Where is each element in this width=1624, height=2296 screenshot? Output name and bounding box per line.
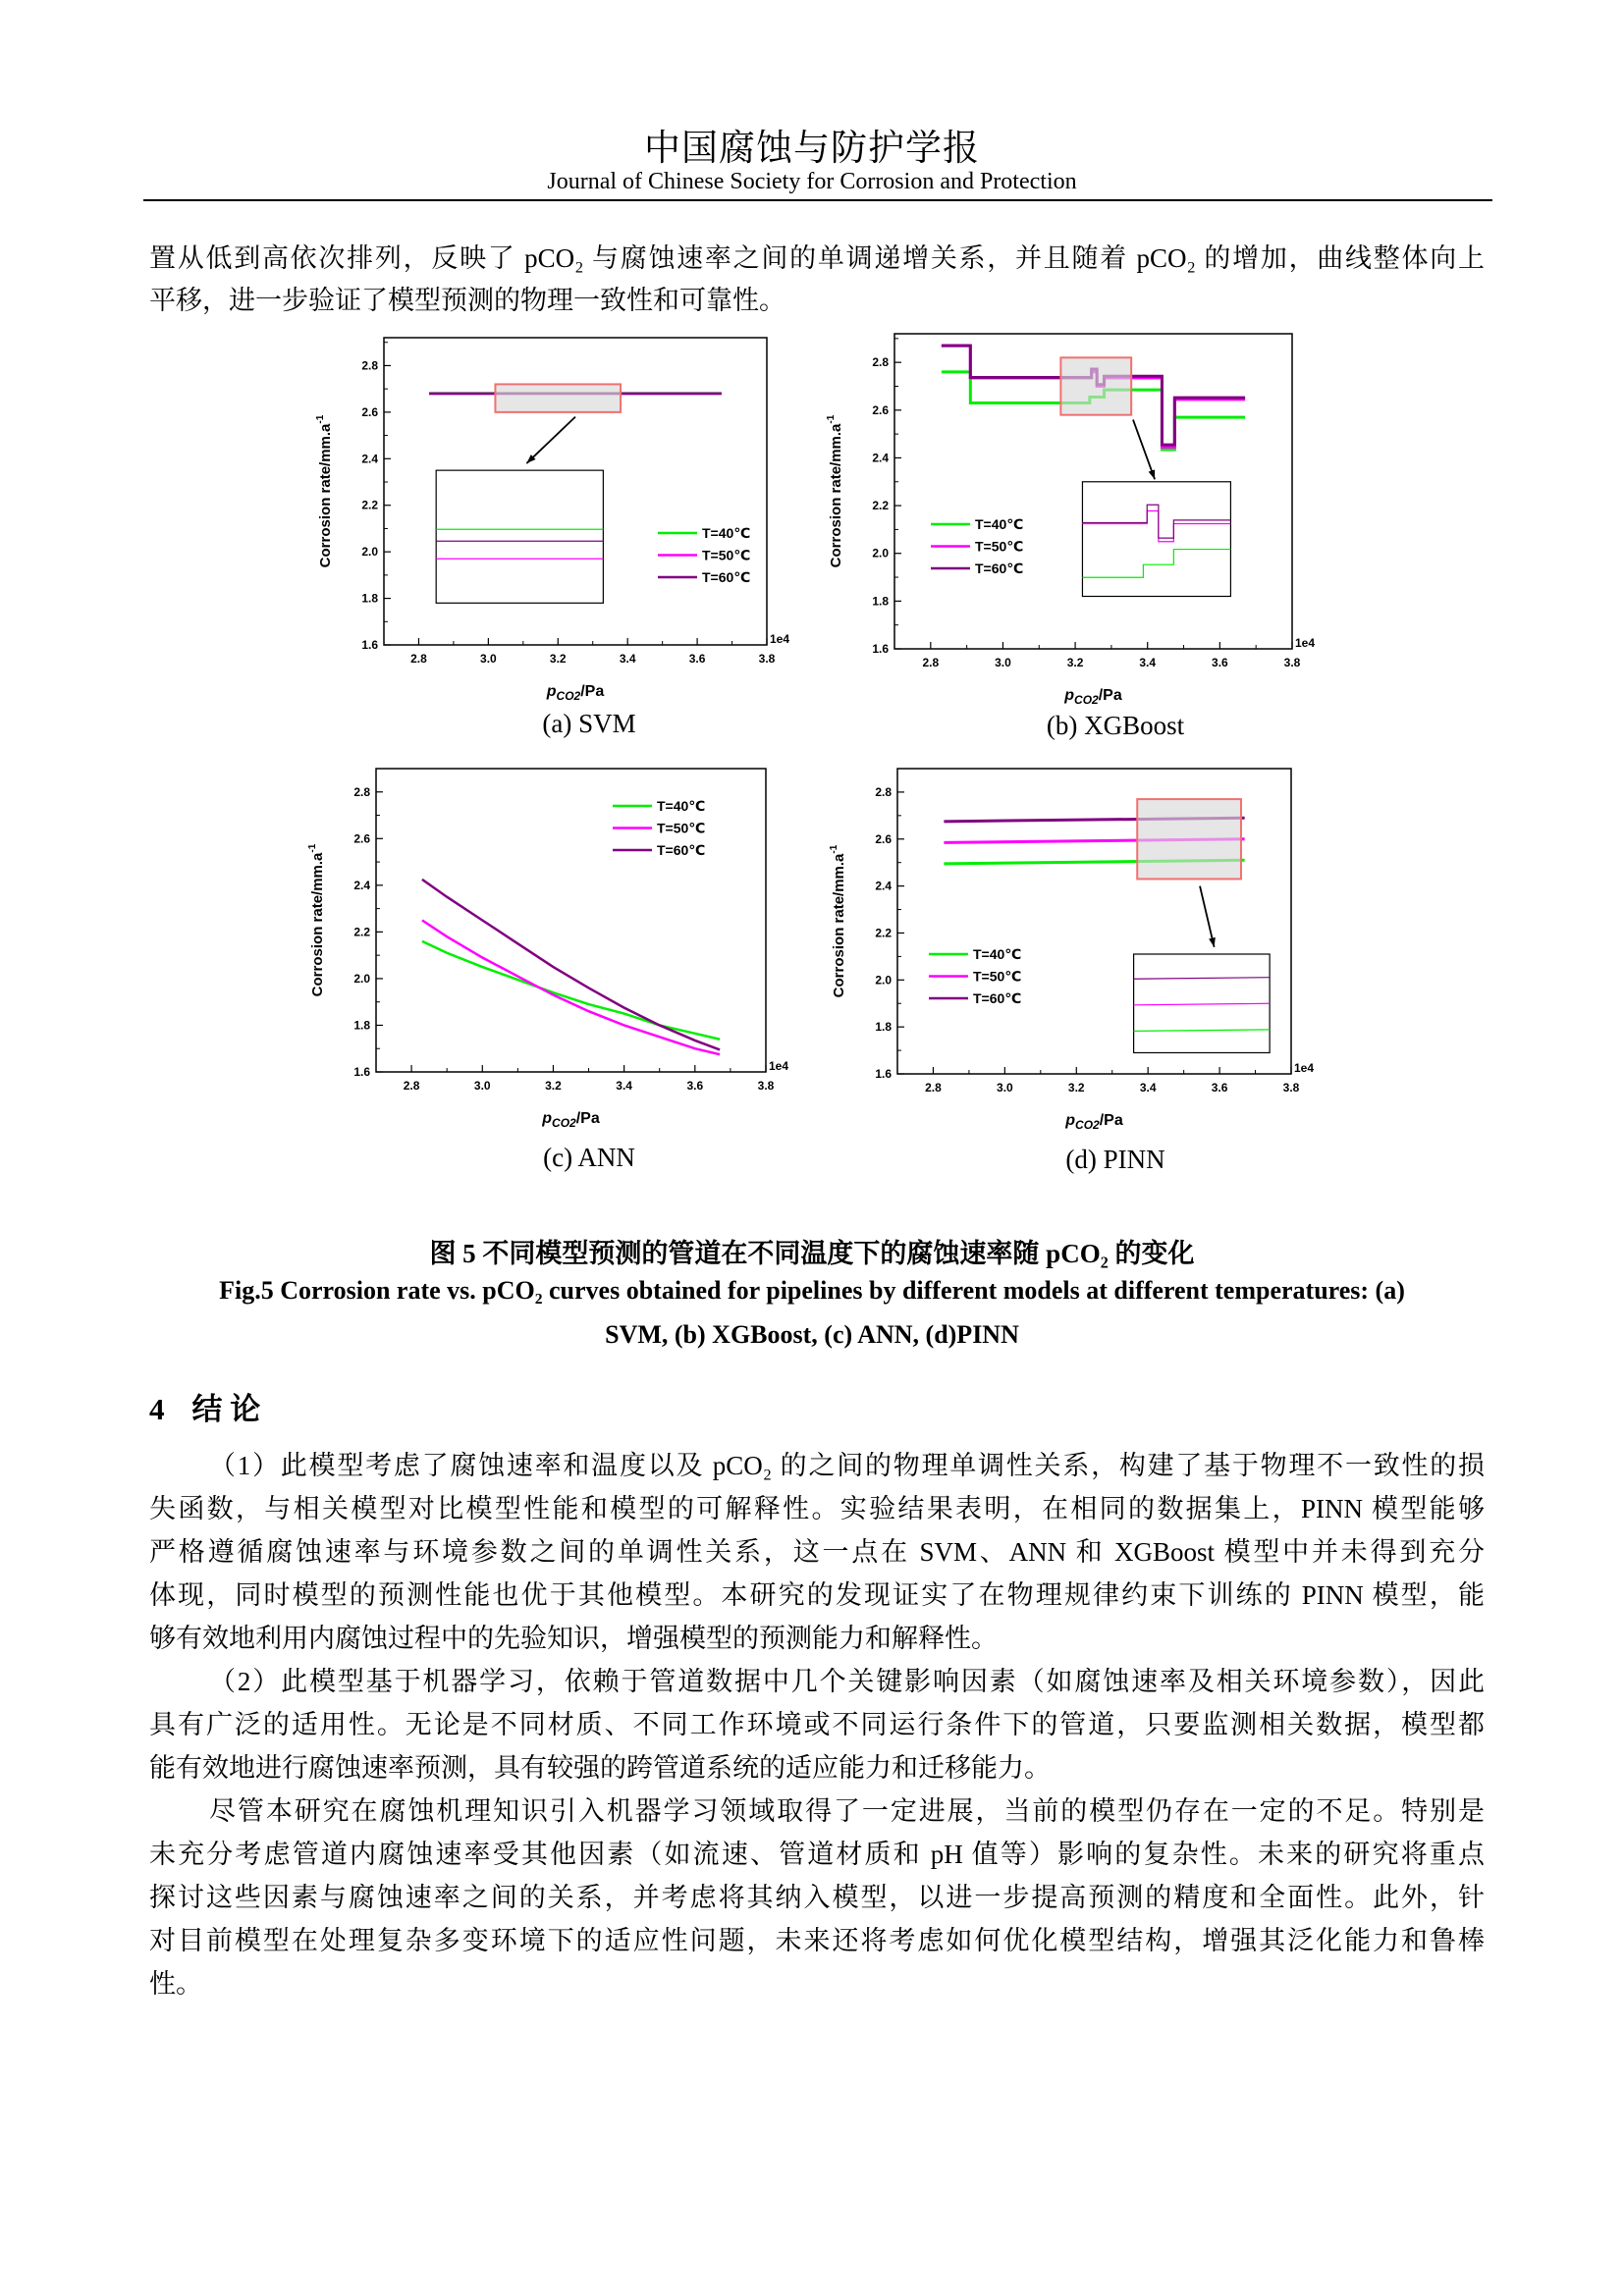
- x-tick-label: 3.8: [757, 1079, 775, 1093]
- legend-label: T=40℃: [702, 525, 751, 541]
- y-tick-label: 2.2: [875, 926, 892, 940]
- y-axis-label-superscript: -1: [829, 844, 839, 854]
- y-tick-label: 1.6: [875, 1067, 892, 1081]
- x-tick-label: 3.6: [686, 1079, 704, 1093]
- x-axis-label-symbol: p: [542, 1110, 553, 1127]
- series-line-50C: [422, 921, 720, 1055]
- x-axis-label: [1063, 687, 1122, 707]
- body-line: 严格遵循腐蚀速率与环境参数之间的单调性关系，这一点在 SVM、ANN 和 XGBoost 模型中并未得到充分: [149, 1537, 1485, 1567]
- zoom-inset: [1082, 482, 1230, 597]
- y-axis-label: [315, 414, 334, 567]
- y-tick-label: 1.8: [361, 591, 378, 606]
- legend-label: T=60℃: [975, 561, 1024, 576]
- x-tick-label: 3.0: [473, 1079, 491, 1093]
- x-axis-label-subscript: CO2: [1074, 693, 1099, 707]
- x-tick-label: 2.8: [922, 656, 940, 669]
- y-tick-label: 2.8: [353, 784, 370, 799]
- x-tick-label: 3.4: [616, 1079, 632, 1093]
- body-line: 对目前模型在处理复杂多变环境下的适应性问题，未来还将考虑如何优化模型结构，增强其泛化能力和鲁棒: [149, 1926, 1485, 1955]
- y-tick-label: 2.0: [875, 973, 892, 988]
- x-tick-label: 3.2: [1067, 1081, 1085, 1095]
- x-tick-label: 3.2: [1066, 656, 1084, 669]
- y-tick-label: 1.6: [361, 638, 378, 652]
- legend-label: T=50℃: [973, 968, 1022, 985]
- y-axis-label-text: Corrosion rate/mm.a: [309, 852, 326, 997]
- chart-d: [804, 749, 1355, 1162]
- x-axis-label: [541, 1110, 600, 1130]
- body-line: 体现，同时模型的预测性能也优于其他模型。本研究的发现证实了在物理规律约束下训练的 PINN 模型，能: [149, 1580, 1485, 1610]
- section-number: 4: [149, 1392, 165, 1426]
- legend-label: T=40℃: [657, 798, 706, 814]
- y-axis-label: [826, 414, 844, 567]
- y-tick-label: 2.2: [361, 498, 378, 512]
- x-tick-label: 3.0: [997, 1081, 1013, 1095]
- y-tick-label: 1.6: [353, 1065, 370, 1079]
- x-axis-label-subscript: CO2: [552, 1116, 576, 1130]
- header-divider: [143, 199, 1492, 201]
- x-axis-label: [1064, 1112, 1123, 1132]
- x-axis-label-unit: /Pa: [580, 683, 605, 700]
- x-exponent-label: 1e4: [1294, 1061, 1315, 1075]
- x-tick-label: 3.8: [1283, 656, 1301, 669]
- subfigure-caption-d: (d) PINN: [1065, 1145, 1165, 1174]
- y-tick-label: 2.8: [875, 784, 892, 799]
- y-tick-label: 2.2: [872, 499, 889, 513]
- y-tick-label: 1.8: [872, 594, 889, 609]
- body-line: 未充分考虑管道内腐蚀速率受其他因素（如流速、管道材质和 pH 值等）影响的复杂性。未来的研究将重点: [149, 1840, 1485, 1869]
- x-tick-label: 3.8: [758, 652, 776, 666]
- figure-caption-en: Fig.5 Corrosion rate vs. pCO₂ curves obtained for pipelines by different models at different temperatures: (a): [219, 1276, 1405, 1305]
- x-exponent-label: 1e4: [1295, 636, 1316, 650]
- chart-b: [801, 314, 1356, 737]
- x-axis-label-subscript: CO2: [1075, 1118, 1100, 1132]
- y-tick-label: 2.6: [353, 831, 370, 846]
- intro-line: 置从低到高依次排列，反映了 pCO₂ 与腐蚀速率之间的单调递增关系，并且随着 pCO₂ 的增加，曲线整体向上: [149, 243, 1485, 273]
- y-tick-label: 2.0: [872, 546, 889, 561]
- y-tick-label: 2.6: [361, 404, 378, 419]
- x-tick-label: 3.0: [995, 656, 1011, 669]
- legend-label: T=50℃: [657, 820, 706, 836]
- figure-caption-cn: 图 5 不同模型预测的管道在不同温度下的腐蚀速率随 pCO₂ 的变化: [429, 1239, 1195, 1268]
- x-tick-label: 3.4: [1139, 656, 1157, 669]
- y-tick-label: 2.6: [875, 831, 892, 846]
- x-exponent-label: 1e4: [770, 632, 790, 646]
- x-tick-label: 2.8: [403, 1079, 420, 1093]
- zoom-arrow: [526, 417, 575, 463]
- body-line: 探讨这些因素与腐蚀速率之间的关系，并考虑将其纳入模型，以进一步提高预测的精度和全面性。此外，针: [149, 1883, 1485, 1912]
- y-axis-label-superscript: -1: [307, 843, 318, 853]
- body-line: （1）此模型考虑了腐蚀速率和温度以及 pCO₂ 的之间的物理单调性关系，构建了基于物理不一致性的损: [209, 1451, 1485, 1480]
- body-line: 尽管本研究在腐蚀机理知识引入机器学习领域取得了一定进展，当前的模型仍存在一定的不足。特别是: [209, 1796, 1485, 1826]
- series-line-40C: [422, 941, 720, 1040]
- y-tick-label: 2.4: [872, 451, 889, 465]
- x-tick-label: 3.4: [1139, 1081, 1157, 1095]
- y-tick-label: 1.8: [353, 1018, 370, 1033]
- x-axis-label-symbol: p: [1065, 1112, 1076, 1129]
- journal-subtitle: Journal of Chinese Society for Corrosion and Protection: [547, 169, 1077, 194]
- y-tick-label: 2.8: [872, 355, 889, 370]
- plot-frame: [376, 769, 766, 1072]
- y-tick-label: 1.6: [872, 642, 889, 656]
- zoom-arrow: [1133, 420, 1155, 480]
- y-axis-label-superscript: -1: [826, 414, 837, 424]
- x-tick-label: 3.0: [480, 652, 497, 666]
- body-line: （2）此模型基于机器学习，依赖于管道数据中几个关键影响因素（如腐蚀速率及相关环境参数），因此: [209, 1667, 1485, 1696]
- legend-label: T=60℃: [657, 842, 706, 858]
- journal-title: 中国腐蚀与防护学报: [644, 129, 980, 169]
- legend-label: T=50℃: [975, 538, 1024, 555]
- figure-caption-en: SVM, (b) XGBoost, (c) ANN, (d)PINN: [605, 1320, 1019, 1349]
- y-axis-label: [307, 843, 326, 996]
- y-axis-label: [829, 844, 847, 997]
- series-line-60C: [422, 880, 720, 1050]
- x-tick-label: 3.6: [688, 652, 706, 666]
- y-tick-label: 2.4: [361, 452, 378, 466]
- body-line: 性。: [149, 1969, 202, 1999]
- y-tick-label: 2.0: [353, 971, 370, 986]
- zoom-inset: [436, 470, 603, 603]
- zoom-highlight-box: [495, 384, 621, 411]
- x-axis-label-symbol: p: [1064, 687, 1075, 704]
- zoom-highlight-box: [1137, 799, 1241, 879]
- y-tick-label: 2.0: [361, 545, 378, 560]
- legend-label: T=40℃: [973, 946, 1022, 962]
- body-line: 具有广泛的适用性。无论是不同材质、不同工作环境或不同运行条件下的管道，只要监测相关数据，模型都: [149, 1710, 1485, 1739]
- section-title: 结 论: [191, 1392, 261, 1426]
- y-axis-label-text: Corrosion rate/mm.a: [828, 423, 844, 568]
- x-tick-label: 3.2: [549, 652, 567, 666]
- x-axis-label-unit: /Pa: [1098, 687, 1122, 704]
- zoom-highlight-box: [1060, 357, 1131, 414]
- y-axis-label-text: Corrosion rate/mm.a: [317, 423, 334, 568]
- x-exponent-label: 1e4: [769, 1059, 789, 1073]
- zoom-arrow: [1200, 886, 1215, 947]
- body-line: 能有效地进行腐蚀速率预测，具有较强的跨管道系统的适应能力和迁移能力。: [149, 1753, 1051, 1783]
- subfigure-caption-c: (c) ANN: [543, 1143, 635, 1172]
- legend-label: T=60℃: [702, 569, 751, 585]
- x-axis-label-symbol: p: [546, 683, 557, 700]
- legend-label: T=50℃: [702, 547, 751, 563]
- y-tick-label: 2.8: [361, 358, 378, 373]
- x-tick-label: 2.8: [410, 652, 427, 666]
- x-tick-label: 3.2: [545, 1079, 562, 1093]
- y-tick-label: 2.6: [872, 402, 889, 417]
- x-axis-label-subscript: CO2: [556, 689, 581, 703]
- section-heading: [149, 1384, 260, 1428]
- subfigure-caption-a: (a) SVM: [542, 709, 636, 738]
- arrow-head-icon: [1149, 469, 1155, 479]
- y-tick-label: 2.4: [875, 879, 892, 893]
- y-axis-label-superscript: -1: [315, 414, 326, 424]
- y-tick-label: 2.2: [353, 925, 370, 939]
- intro-line: 平移，进一步验证了模型预测的物理一致性和可靠性。: [149, 286, 785, 315]
- x-axis-label: [546, 683, 605, 703]
- x-tick-label: 3.6: [1212, 656, 1228, 669]
- x-axis-label-unit: /Pa: [1099, 1112, 1123, 1129]
- body-line: 够有效地利用内腐蚀过程中的先验知识，增强模型的预测能力和解释性。: [149, 1624, 998, 1653]
- x-tick-label: 3.8: [1282, 1081, 1300, 1095]
- y-axis-label-text: Corrosion rate/mm.a: [831, 853, 847, 998]
- x-tick-label: 3.6: [1211, 1081, 1228, 1095]
- legend-label: T=40℃: [975, 516, 1024, 532]
- y-tick-label: 2.4: [353, 878, 370, 892]
- y-tick-label: 1.8: [875, 1020, 892, 1035]
- chart-c: [283, 749, 830, 1160]
- x-axis-label-unit: /Pa: [575, 1110, 600, 1127]
- x-tick-label: 2.8: [925, 1081, 942, 1095]
- body-line: 失函数，与相关模型对比模型性能和模型的可解释性。实验结果表明，在相同的数据集上，PINN 模型能够: [149, 1494, 1485, 1523]
- x-tick-label: 3.4: [619, 652, 636, 666]
- legend-label: T=60℃: [973, 990, 1022, 1006]
- chart-a: [291, 318, 831, 733]
- subfigure-caption-b: (b) XGBoost: [1046, 711, 1185, 740]
